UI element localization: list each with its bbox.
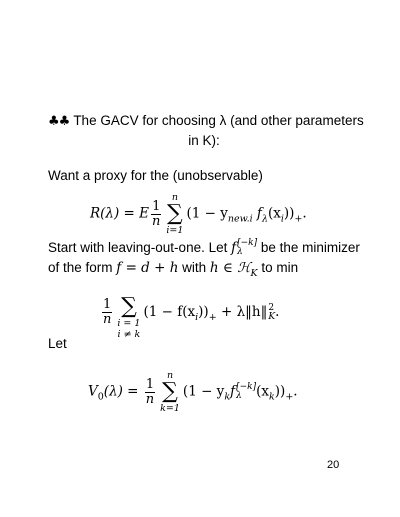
eq3-denominator: n (145, 391, 155, 407)
eq1-sum (166, 192, 183, 236)
eq1-body-sub2: λ (261, 213, 268, 225)
eq3-sum-lower: k=1 (160, 403, 180, 414)
eq1-body-b: f (252, 205, 262, 222)
eq3-body-b: (x (256, 383, 269, 400)
clubs-icon: ♣♣ (48, 114, 70, 129)
sigma-icon: ∑ (167, 201, 183, 226)
eq3-body-sub2: k (269, 391, 275, 403)
eq2-sub3: K (268, 311, 276, 322)
eq1-body-a: (1 − y (186, 205, 228, 222)
eq1-lhs: R(λ) = E (90, 205, 150, 222)
para3-math: f = d + h (116, 260, 179, 276)
eq2-body-sub2: + (208, 312, 217, 323)
eq2-sum-lower-1: i = 1 (117, 318, 141, 329)
eq2-denominator: n (103, 312, 112, 327)
eq3-sum (160, 370, 180, 414)
sigma-icon: ∑ (162, 379, 178, 404)
para2-text-b: be the minimizer (257, 240, 360, 255)
eq1-body-d: )) (283, 205, 295, 222)
eq1-sum-lower: i=1 (166, 225, 184, 236)
eq3-sup: [−k] (236, 382, 257, 392)
eq3-body-a: (1 − y (182, 383, 225, 400)
title-text-2: in K): (188, 133, 220, 148)
para3-math2: h ∈ ℋ (209, 260, 251, 276)
eq1-sum-upper: n (171, 192, 178, 203)
paragraph-proxy: Want a proxy for the (unobservable) (48, 168, 263, 183)
para3-text-b: with (178, 260, 210, 275)
eq2-sum (117, 285, 140, 340)
eq1-body-sub4: + (294, 213, 303, 225)
eq1-tail: . (302, 205, 307, 222)
para2-supsub (237, 239, 257, 257)
eq3-body-sub: k (224, 391, 231, 403)
eq3-body-sub3: + (285, 391, 294, 403)
para3-text-c: to min (257, 260, 299, 275)
eq3-lhs-b: (λ) = (103, 383, 143, 400)
para3-sub: K (250, 268, 258, 279)
eq2-sum-lower-2: i ≠ k (117, 329, 141, 340)
eq3-lhs: V (88, 383, 98, 400)
para2-sub: λ (237, 247, 243, 258)
para2-text-a: Start with leaving-out-one. Let (48, 240, 232, 255)
eq3-tail: . (293, 383, 298, 400)
slide-title (48, 111, 364, 150)
sigma-icon: ∑ (121, 294, 137, 319)
paragraph-let: Let (48, 336, 67, 351)
equation-risk (90, 192, 307, 236)
eq2-numerator: 1 (103, 297, 112, 312)
eq3-subl: λ (236, 391, 242, 401)
eq1-fraction (151, 200, 161, 229)
equation-minimize (100, 285, 279, 340)
eq2-tail: . (275, 304, 280, 320)
eq3-body-f: f (230, 383, 236, 400)
eq2-body-b: )) (198, 304, 209, 320)
title-line-1 (48, 111, 364, 131)
paragraph-leave-one-out (48, 238, 360, 258)
eq2-sup: 2 (268, 302, 275, 313)
eq3-lhs-sub: 0 (97, 391, 104, 403)
eq3-supsub (236, 383, 256, 401)
eq1-body-c: (x (267, 205, 281, 222)
para3-text-a: of the form (48, 260, 117, 275)
paragraph-form (48, 258, 298, 283)
para2-f: f (231, 240, 237, 256)
eq2-fraction (102, 298, 112, 327)
eq3-sum-upper: n (166, 370, 174, 381)
para2-sup: [−k] (237, 238, 258, 249)
eq1-denominator: n (152, 213, 161, 229)
equation-v0 (88, 370, 298, 414)
page-number: 20 (327, 459, 340, 471)
eq1-body-sub: new.i (227, 213, 253, 225)
eq3-numerator: 1 (145, 376, 155, 392)
eq1-body-sub3: i (280, 213, 284, 225)
eq1-numerator: 1 (152, 198, 161, 214)
eq2-body-c: + λ‖h‖ (216, 304, 268, 320)
title-text-1: The GACV for choosing λ (and other parameters (73, 113, 364, 128)
eq2-body-sub: i (195, 312, 199, 323)
eq3-body-c: )) (274, 383, 286, 400)
eq2-body-a: (1 − f(x (143, 304, 196, 320)
eq3-fraction (145, 378, 155, 407)
